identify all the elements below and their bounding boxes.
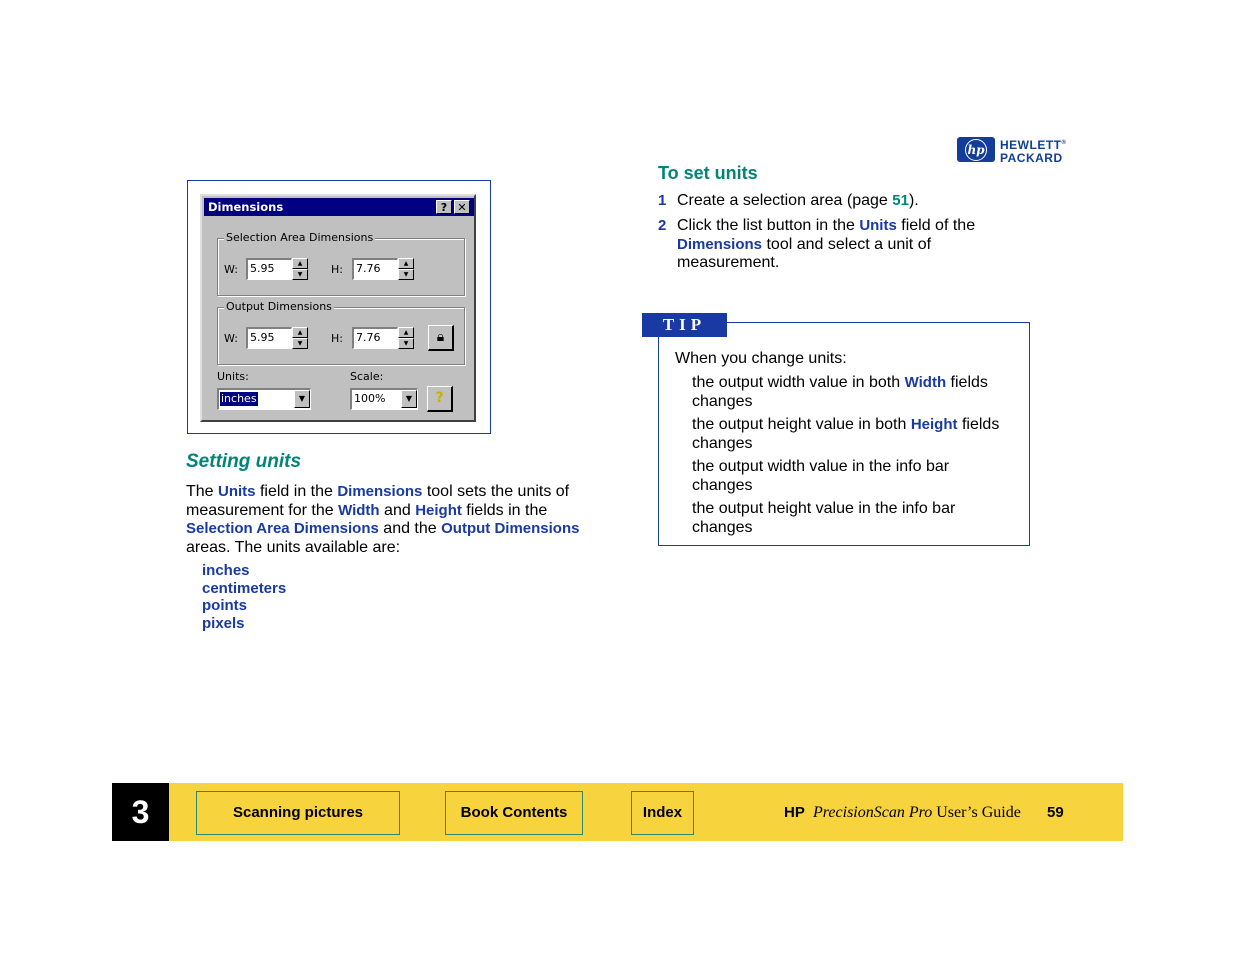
out-h-label: H: <box>331 332 343 345</box>
units-list <box>202 562 286 632</box>
tip-item: the output width value in the info bar changes <box>692 458 950 494</box>
dimensions-dialog <box>200 194 476 422</box>
scale-select[interactable] <box>350 388 418 410</box>
index-button[interactable]: Index <box>631 791 694 835</box>
tip-item: the output height value in the info bar changes <box>692 500 956 536</box>
step-1: 1 Create a selection area (page 51). <box>658 192 919 209</box>
setting-units-paragraph: The Units field in the Dimensions tool sets the units of measurement for the Width and Height fields in the Selection Area Dimensions and the Output Dimensions areas. The units available are: <box>186 483 580 556</box>
sel-h-label: H: <box>331 263 343 276</box>
chapter-number: 3 <box>112 783 169 841</box>
list-item: inches <box>202 562 250 579</box>
tip-intro: When you change units: <box>675 350 847 367</box>
units-label: Units: <box>217 370 249 383</box>
lock-icon: 🔒︎ <box>436 329 445 345</box>
sel-height-spinner[interactable] <box>352 258 416 280</box>
step-2: 2 Click the list button in the Units field of the Dimensions tool and select a unit of measurement. <box>658 217 976 272</box>
spin-up-icon[interactable]: ▲ <box>398 258 414 269</box>
spin-down-icon[interactable]: ▼ <box>398 338 414 349</box>
chevron-down-icon[interactable]: ▼ <box>294 390 310 408</box>
out-width-input[interactable]: 5.95 <box>246 327 292 349</box>
output-dimensions-label: Output Dimensions <box>226 300 332 313</box>
help-button[interactable] <box>427 386 453 412</box>
scale-value: 100% <box>354 392 386 405</box>
scale-label: Scale: <box>350 370 384 383</box>
page-link[interactable]: 51 <box>892 192 909 209</box>
spin-down-icon[interactable]: ▼ <box>398 269 414 280</box>
hp-logo-text: HEWLETT® PACKARD <box>1000 138 1067 165</box>
list-item: points <box>202 597 247 614</box>
out-width-spinner[interactable] <box>246 327 310 349</box>
spin-up-icon[interactable]: ▲ <box>292 327 308 338</box>
spin-up-icon[interactable]: ▲ <box>398 327 414 338</box>
units-select[interactable] <box>217 388 311 410</box>
sel-width-input[interactable]: 5.95 <box>246 258 292 280</box>
hp-logo-icon: hp <box>957 137 995 162</box>
spin-up-icon[interactable]: ▲ <box>292 258 308 269</box>
tip-label: TIP <box>642 313 727 337</box>
units-value: inches <box>221 392 257 405</box>
to-set-units-heading: To set units <box>658 163 758 183</box>
scanning-pictures-button[interactable]: Scanning pictures <box>196 791 400 835</box>
setting-units-heading: Setting units <box>186 451 302 472</box>
out-w-label: W: <box>224 332 238 345</box>
help-icon: ? <box>435 390 444 406</box>
chevron-down-icon[interactable]: ▼ <box>401 390 417 408</box>
page-number: 59 <box>1047 804 1064 821</box>
title-help-button[interactable]: ? <box>436 200 452 214</box>
guide-title: HP PrecisionScan Pro User’s Guide 59 <box>784 804 1064 821</box>
tip-item: the output width value in both Width fields changes <box>692 374 988 410</box>
spin-down-icon[interactable]: ▼ <box>292 269 308 280</box>
dialog-titlebar <box>204 198 474 216</box>
title-close-button[interactable]: ✕ <box>454 200 470 214</box>
book-contents-button[interactable]: Book Contents <box>445 791 583 835</box>
out-height-spinner[interactable] <box>352 327 416 349</box>
output-dimensions-group <box>217 300 465 365</box>
sel-height-input[interactable]: 7.76 <box>352 258 398 280</box>
list-item: centimeters <box>202 579 287 597</box>
selection-area-label: Selection Area Dimensions <box>226 231 374 244</box>
selection-area-group <box>217 231 465 296</box>
spin-down-icon[interactable]: ▼ <box>292 338 308 349</box>
tip-item: the output height value in both Height fields changes <box>692 416 1000 452</box>
list-item: pixels <box>202 614 245 632</box>
dialog-title: Dimensions <box>208 200 284 214</box>
hp-logo <box>957 137 1079 163</box>
out-height-input[interactable]: 7.76 <box>352 327 398 349</box>
lock-aspect-button[interactable] <box>428 325 454 351</box>
sel-w-label: W: <box>224 263 238 276</box>
sel-width-spinner[interactable] <box>246 258 310 280</box>
